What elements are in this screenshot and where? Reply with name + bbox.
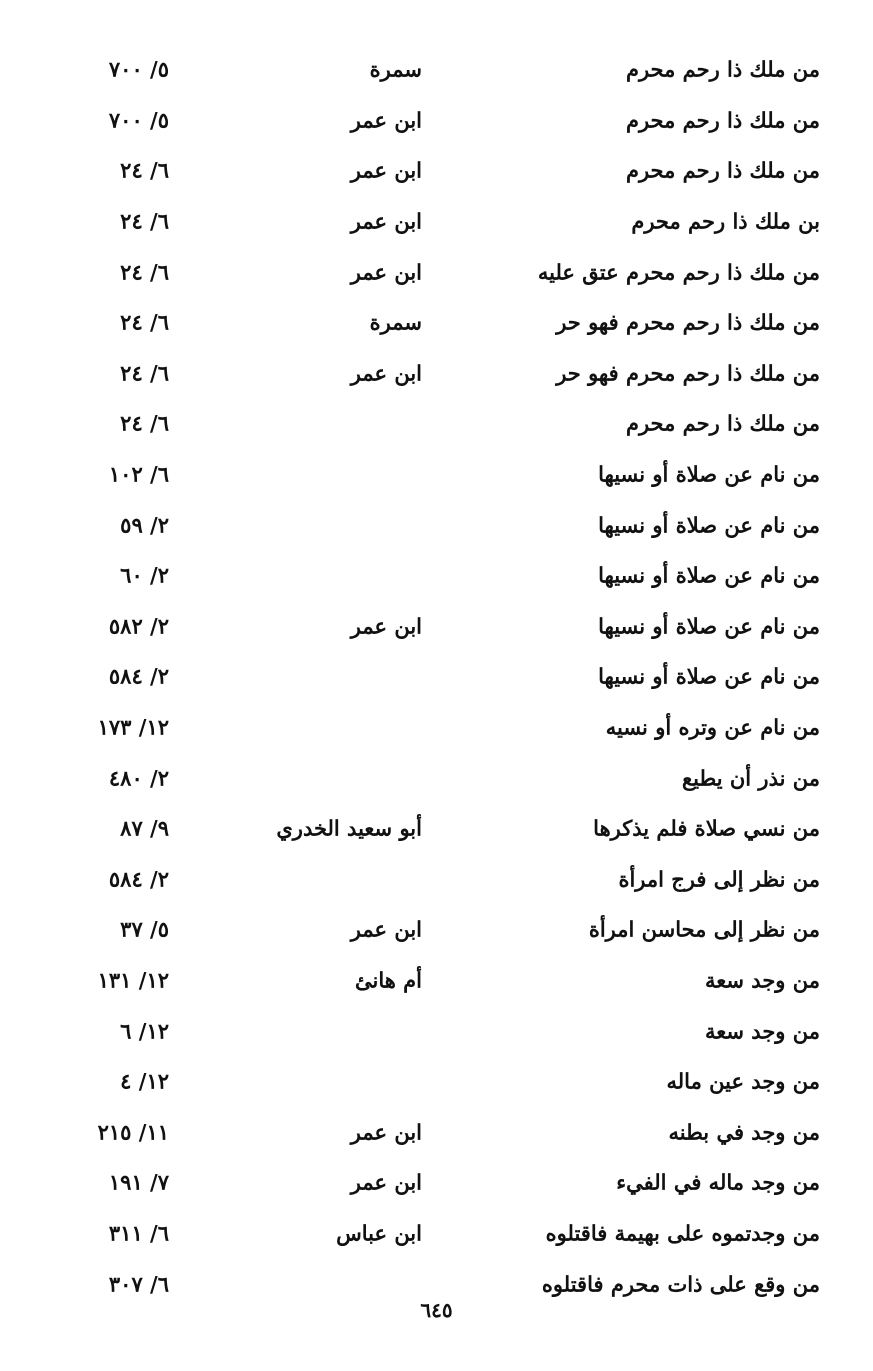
narrator-name: أم هانئ bbox=[355, 967, 422, 993]
hadith-text: من نام عن صلاة أو نسيها bbox=[598, 663, 820, 689]
narrator-name: ابن عمر bbox=[350, 107, 422, 133]
index-entry-row bbox=[0, 601, 873, 652]
hadith-text: من وجد ماله في الفيء bbox=[616, 1169, 820, 1195]
index-entry-row bbox=[0, 95, 873, 146]
volume-page-reference: ٦/ ٣٠٧ bbox=[108, 1270, 169, 1296]
hadith-text: من ملك ذا رحم محرم bbox=[625, 157, 820, 183]
hadith-text: من ملك ذا رحم محرم bbox=[625, 410, 820, 436]
narrator-name: ابن عمر bbox=[350, 613, 422, 639]
index-entry-row bbox=[0, 297, 873, 348]
index-entry-row bbox=[0, 854, 873, 905]
volume-page-reference: ١١/ ٢١٥ bbox=[97, 1119, 169, 1145]
narrator-name: ابن عمر bbox=[350, 157, 422, 183]
volume-page-reference: ٦/ ٢٤ bbox=[120, 208, 169, 234]
volume-page-reference: ١٢/ ٦ bbox=[120, 1017, 169, 1043]
index-entry-row bbox=[0, 44, 873, 95]
index-entry-row bbox=[0, 803, 873, 854]
hadith-text: من وقع على ذات محرم فاقتلوه bbox=[541, 1270, 820, 1296]
hadith-text: بن ملك ذا رحم محرم bbox=[631, 208, 820, 234]
index-entry-row bbox=[0, 1106, 873, 1157]
index-entry-row bbox=[0, 398, 873, 449]
hadith-text: من نام عن صلاة أو نسيها bbox=[598, 562, 820, 588]
volume-page-reference: ٢/ ٤٨٠ bbox=[108, 765, 169, 791]
hadith-text: من ملك ذا رحم محرم bbox=[625, 56, 820, 82]
index-entry-row bbox=[0, 1157, 873, 1208]
hadith-text: من وجد سعة bbox=[705, 1017, 820, 1043]
narrator-name: ابن عمر bbox=[350, 1119, 422, 1145]
index-entry-row bbox=[0, 348, 873, 399]
index-entry-row bbox=[0, 955, 873, 1006]
narrator-name: ابن عمر bbox=[350, 259, 422, 285]
hadith-text: من نظر إلى محاسن امرأة bbox=[588, 916, 820, 942]
hadith-text: من نام عن صلاة أو نسيها bbox=[598, 512, 820, 538]
page-number: ٦٤٥ bbox=[420, 1298, 453, 1322]
volume-page-reference: ٢/ ٥٨٤ bbox=[108, 663, 169, 689]
hadith-text: من ملك ذا رحم محرم عتق عليه bbox=[537, 259, 820, 285]
hadith-text: من نام عن صلاة أو نسيها bbox=[598, 461, 820, 487]
index-entry-row bbox=[0, 499, 873, 550]
hadith-text: من وجدتموه على بهيمة فاقتلوه bbox=[545, 1220, 820, 1246]
volume-page-reference: ٦/ ٣١١ bbox=[108, 1220, 169, 1246]
hadith-text: من نذر أن يطيع bbox=[681, 765, 820, 791]
index-entry-row bbox=[0, 1056, 873, 1107]
index-entry-row bbox=[0, 752, 873, 803]
volume-page-reference: ٢/ ٥٩ bbox=[120, 512, 169, 538]
hadith-text: من ملك ذا رحم محرم فهو حر bbox=[556, 309, 820, 335]
hadith-text: من وجد في بطنه bbox=[668, 1119, 820, 1145]
hadith-text: من ملك ذا رحم محرم bbox=[625, 107, 820, 133]
index-entry-row bbox=[0, 145, 873, 196]
index-entry-row bbox=[0, 196, 873, 247]
hadith-text: من ملك ذا رحم محرم فهو حر bbox=[556, 360, 820, 386]
volume-page-reference: ٢/ ٦٠ bbox=[120, 562, 169, 588]
index-entry-row bbox=[0, 651, 873, 702]
volume-page-reference: ٥/ ٧٠٠ bbox=[108, 56, 169, 82]
narrator-name: ابن عمر bbox=[350, 1169, 422, 1195]
volume-page-reference: ١٢/ ١٧٣ bbox=[97, 714, 169, 740]
volume-page-reference: ٧/ ١٩١ bbox=[108, 1169, 169, 1195]
narrator-name: ابن عمر bbox=[350, 208, 422, 234]
hadith-text: من نظر إلى فرج امرأة bbox=[618, 866, 820, 892]
index-entry-row bbox=[0, 246, 873, 297]
hadith-text: من نام عن وتره أو نسيه bbox=[605, 714, 820, 740]
volume-page-reference: ٥/ ٣٧ bbox=[120, 916, 169, 942]
volume-page-reference: ٦/ ٢٤ bbox=[120, 360, 169, 386]
narrator-name: أبو سعيد الخدري bbox=[276, 815, 422, 841]
hadith-text: من نام عن صلاة أو نسيها bbox=[598, 613, 820, 639]
index-entry-row bbox=[0, 550, 873, 601]
volume-page-reference: ١٢/ ٤ bbox=[120, 1068, 169, 1094]
volume-page-reference: ٦/ ١٠٢ bbox=[108, 461, 169, 487]
index-entry-row bbox=[0, 1005, 873, 1056]
narrator-name: ابن عمر bbox=[350, 916, 422, 942]
index-entry-row bbox=[0, 702, 873, 753]
volume-page-reference: ٢/ ٥٨٤ bbox=[108, 866, 169, 892]
narrator-name: ابن عمر bbox=[350, 360, 422, 386]
hadith-text: من وجد عين ماله bbox=[666, 1068, 820, 1094]
volume-page-reference: ٥/ ٧٠٠ bbox=[108, 107, 169, 133]
index-entry-row bbox=[0, 904, 873, 955]
narrator-name: ابن عباس bbox=[336, 1220, 422, 1246]
volume-page-reference: ٩/ ٨٧ bbox=[120, 815, 169, 841]
volume-page-reference: ٦/ ٢٤ bbox=[120, 410, 169, 436]
narrator-name: سمرة bbox=[369, 56, 422, 82]
volume-page-reference: ١٢/ ١٣١ bbox=[97, 967, 169, 993]
narrator-name: سمرة bbox=[369, 309, 422, 335]
volume-page-reference: ٦/ ٢٤ bbox=[120, 259, 169, 285]
volume-page-reference: ٦/ ٢٤ bbox=[120, 309, 169, 335]
hadith-text: من وجد سعة bbox=[705, 967, 820, 993]
hadith-text: من نسي صلاة فلم يذكرها bbox=[593, 815, 820, 841]
index-entry-row bbox=[0, 449, 873, 500]
volume-page-reference: ٦/ ٢٤ bbox=[120, 157, 169, 183]
index-entries bbox=[0, 44, 873, 1309]
index-entry-row bbox=[0, 1208, 873, 1259]
volume-page-reference: ٢/ ٥٨٢ bbox=[108, 613, 169, 639]
